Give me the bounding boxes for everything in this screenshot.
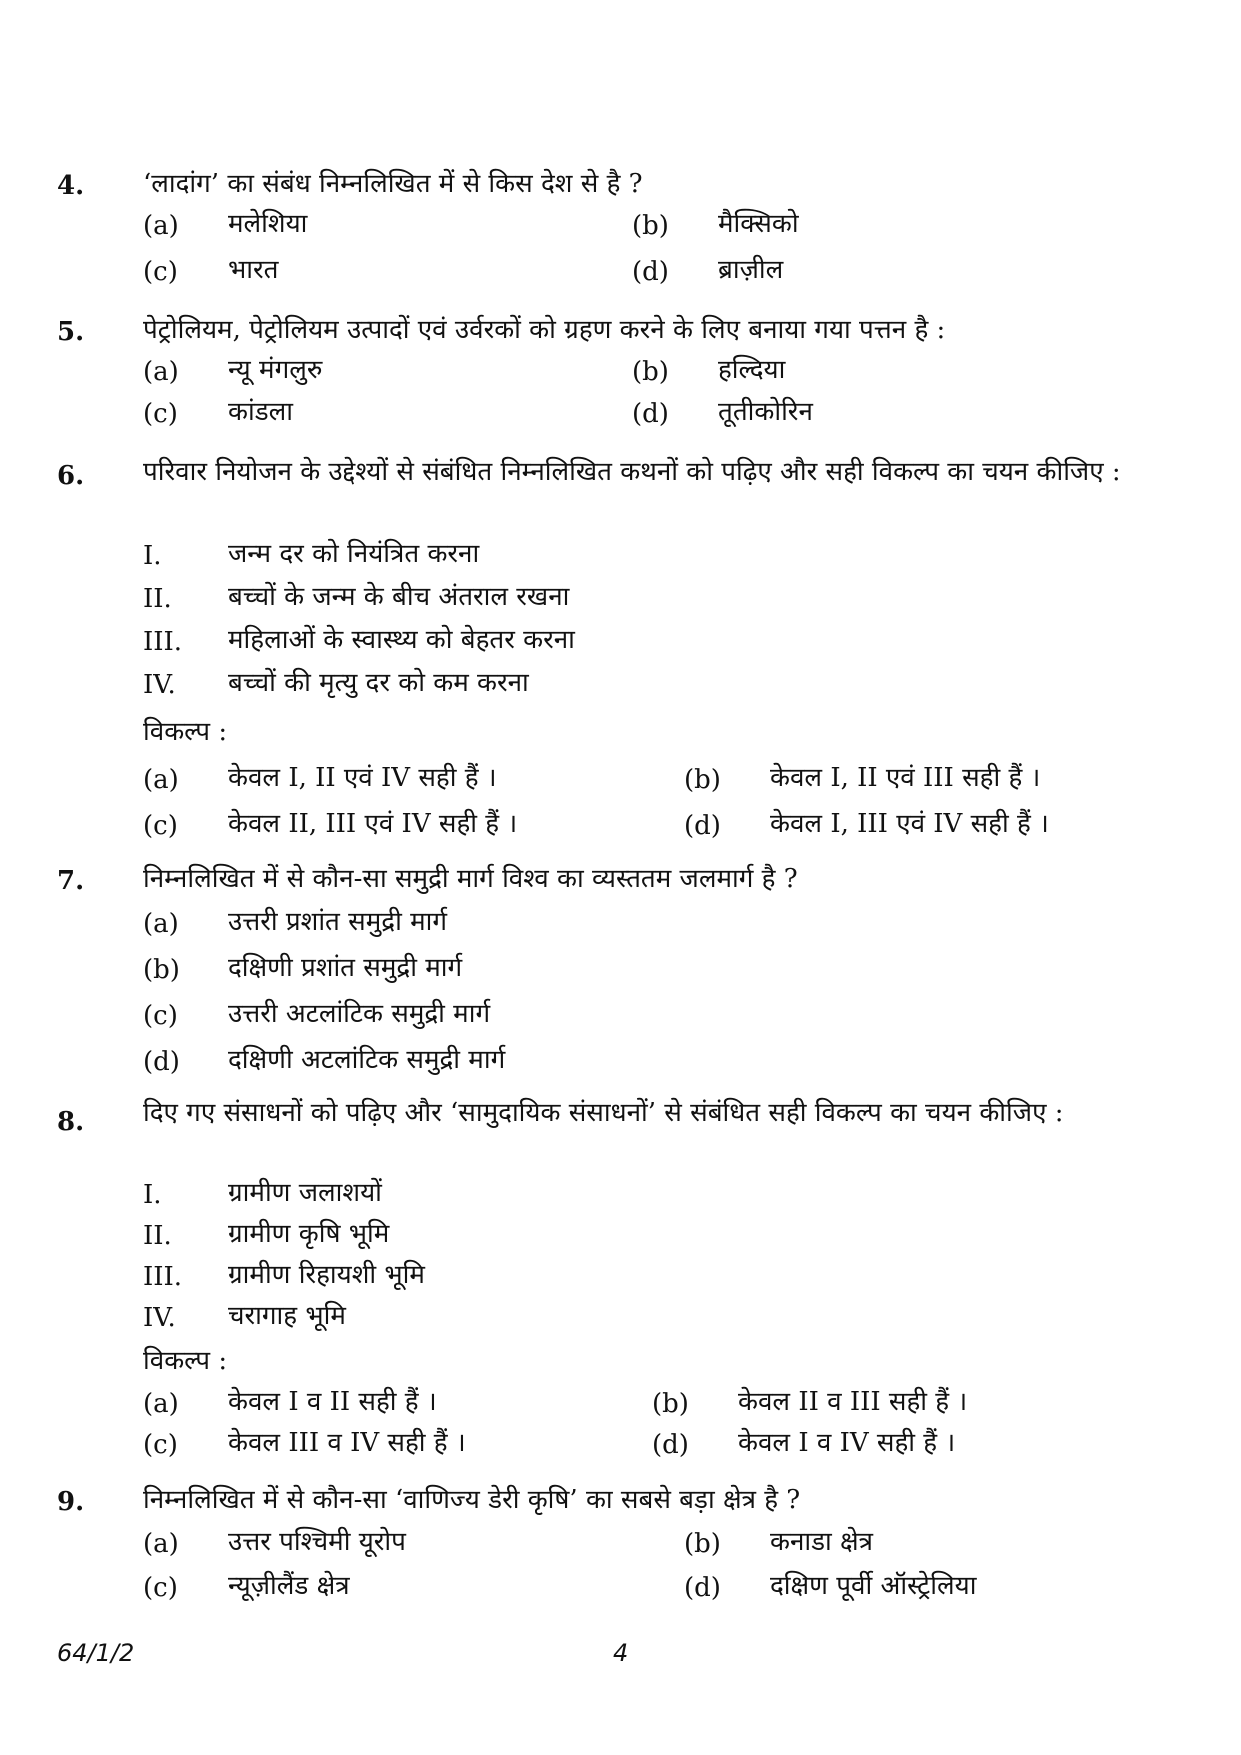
question-7-number: 7. [57,866,85,896]
option-label: (c) [143,1573,178,1603]
statement-text: ग्रामीण रिहायशी भूमि [228,1260,425,1290]
question-6-text: परिवार नियोजन के उद्देश्यों से संबंधित निम्नलिखित कथनों को पढ़िए और सही विकल्प का चयन कीजिए : [143,457,1121,487]
option-label: (a) [143,1529,179,1559]
option-label: (b) [632,357,669,387]
option-label: (a) [143,1389,179,1419]
option-text: न्यू मंगलुरु [228,355,323,385]
option-text: केवल I, II एवं IV सही हैं । [228,763,497,793]
statement-label: III. [143,627,183,657]
option-label: (d) [143,1047,180,1077]
question-9-text: निम्नलिखित में से कौन-सा ‘वाणिज्य डेरी कृषि’ का सबसे बड़ा क्षेत्र है ? [143,1485,801,1515]
option-text: मैक्सिको [718,209,799,239]
option-label: (c) [143,399,178,429]
option-text: दक्षिणी अटलांटिक समुद्री मार्ग [228,1045,506,1075]
option-text: भारत [228,255,279,285]
option-text: उत्तरी प्रशांत समुद्री मार्ग [228,907,447,937]
question-9-number: 9. [57,1487,85,1517]
option-label: (d) [632,257,669,287]
option-text: ब्राज़ील [718,255,784,285]
statement-label: I. [143,541,162,571]
statement-label: IV. [143,1303,176,1333]
statement-label: II. [143,584,172,614]
option-text: हल्दिया [718,355,786,385]
paper-code: 64/1/2 [57,1639,135,1667]
statement-text: बच्चों की मृत्यु दर को कम करना [228,668,529,698]
page-number: 4 [613,1639,629,1667]
option-text: केवल I व IV सही हैं । [738,1428,956,1458]
statement-text: ग्रामीण कृषि भूमि [228,1219,390,1249]
option-label: (c) [143,1430,178,1460]
statement-text: ग्रामीण जलाशयों [228,1178,382,1208]
statement-label: IV. [143,670,176,700]
option-label: (d) [652,1430,689,1460]
option-label: (b) [684,765,721,795]
statement-text: जन्म दर को नियंत्रित करना [228,539,480,569]
statement-text: बच्चों के जन्म के बीच अंतराल रखना [228,582,570,612]
option-text: तूतीकोरिन [718,397,813,427]
option-text: केवल I व II सही हैं । [228,1387,437,1417]
option-text: केवल II, III एवं IV सही हैं । [228,809,518,839]
statement-text: चरागाह भूमि [228,1301,346,1331]
question-4-text: ‘लादांग’ का संबंध निम्नलिखित में से किस देश से है ? [143,169,643,199]
option-text: मलेशिया [228,209,308,239]
option-text: उत्तर पश्चिमी यूरोप [228,1527,406,1557]
option-label: (a) [143,765,179,795]
options-heading: विकल्प : [143,1346,228,1376]
question-5-text: पेट्रोलियम, पेट्रोलियम उत्पादों एवं उर्वरकों को ग्रहण करने के लिए बनाया गया पत्तन है : [143,315,946,345]
option-label: (a) [143,909,179,939]
option-text: केवल I, III एवं IV सही हैं । [770,809,1049,839]
statement-label: III. [143,1262,183,1292]
option-text: उत्तरी अटलांटिक समुद्री मार्ग [228,999,491,1029]
option-label: (b) [632,211,669,241]
option-text: न्यूज़ीलैंड क्षेत्र [228,1571,350,1601]
option-text: कनाडा क्षेत्र [770,1527,874,1557]
statement-label: I. [143,1180,162,1210]
option-label: (b) [652,1389,689,1419]
option-text: केवल III व IV सही हैं । [228,1428,466,1458]
option-label: (a) [143,357,179,387]
question-7-text: निम्नलिखित में से कौन-सा समुद्री मार्ग विश्व का व्यस्ततम जलमार्ग है ? [143,864,798,894]
question-8-text: दिए गए संसाधनों को पढ़िए और ‘सामुदायिक संसाधनों’ से संबंधित सही विकल्प का चयन कीजिए : [143,1098,1064,1128]
option-label: (c) [143,257,178,287]
option-text: दक्षिणी प्रशांत समुद्री मार्ग [228,953,463,983]
question-5-number: 5. [57,317,85,347]
question-6-number: 6. [57,461,85,491]
option-text: केवल II व III सही हैं । [738,1387,968,1417]
statement-label: II. [143,1221,172,1251]
statement-text: महिलाओं के स्वास्थ्य को बेहतर करना [228,625,575,655]
question-4-number: 4. [57,171,85,201]
options-heading: विकल्प : [143,717,228,747]
option-label: (c) [143,811,178,841]
option-label: (d) [632,399,669,429]
option-label: (c) [143,1001,178,1031]
option-label: (b) [684,1529,721,1559]
option-label: (d) [684,811,721,841]
option-text: कांडला [228,397,293,427]
question-8-number: 8. [57,1107,85,1137]
option-label: (d) [684,1573,721,1603]
option-text: दक्षिण पूर्वी ऑस्ट्रेलिया [770,1571,977,1601]
option-text: केवल I, II एवं III सही हैं । [770,763,1041,793]
option-label: (b) [143,955,180,985]
option-label: (a) [143,211,179,241]
